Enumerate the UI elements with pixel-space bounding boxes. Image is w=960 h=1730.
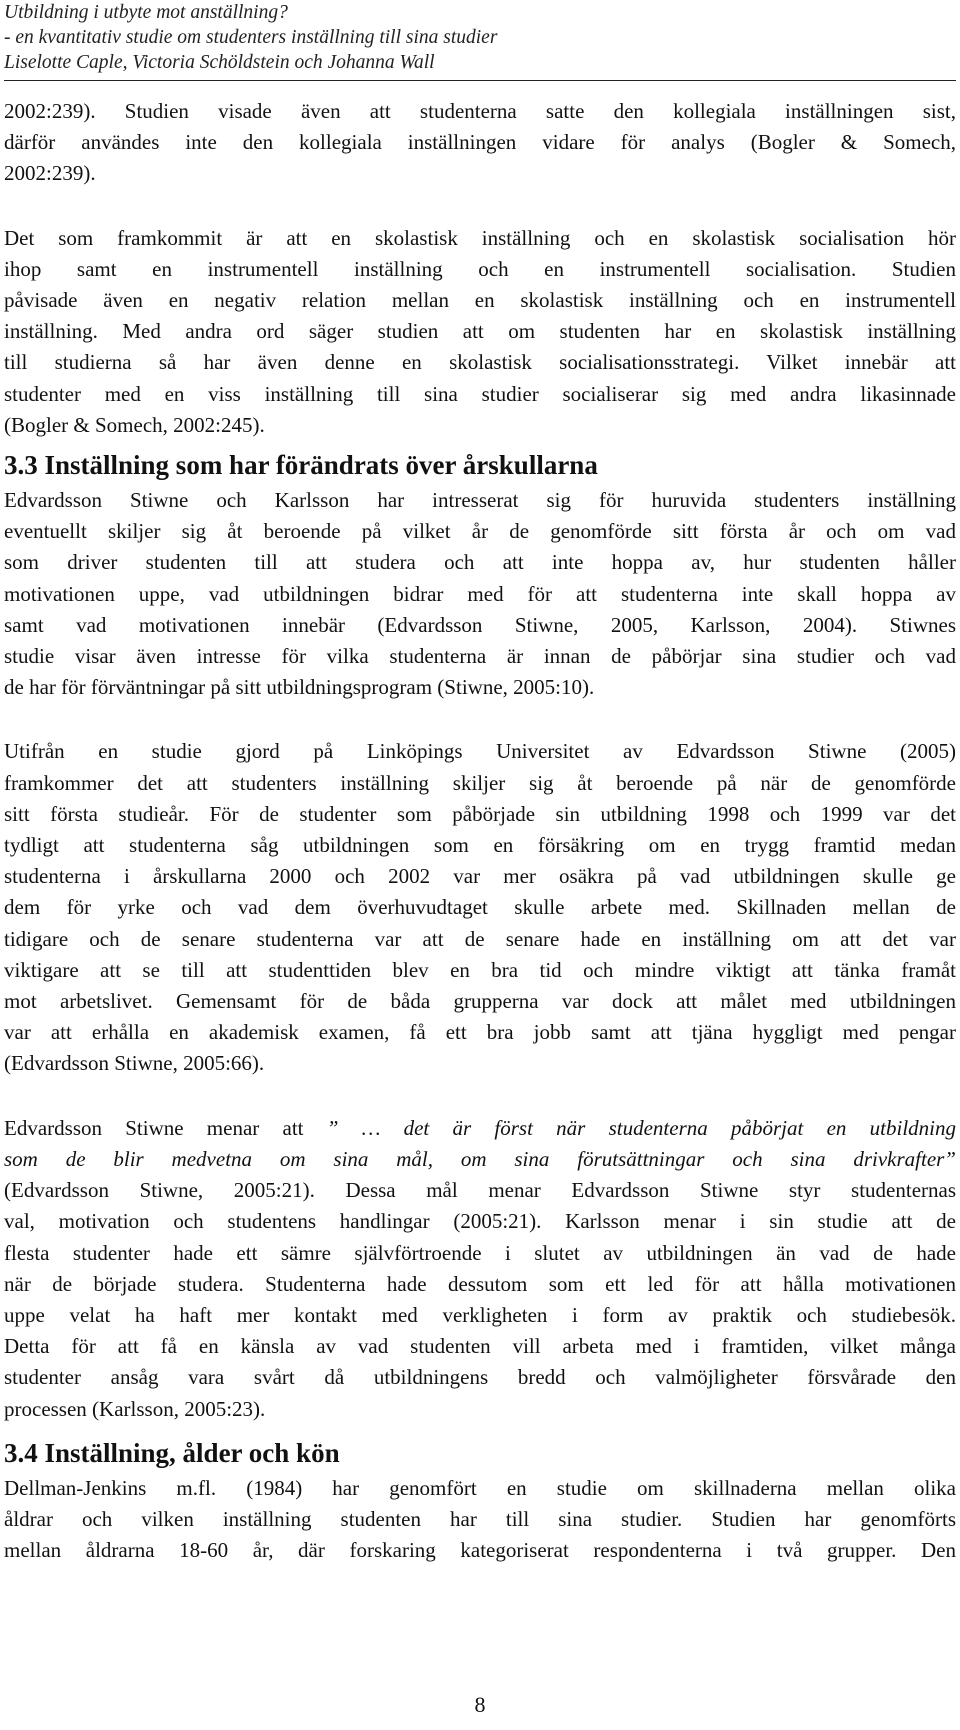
text-line: dem för yrke och vad dem överhuvudtaget skulle arbete med. Skillnaden mellan de xyxy=(4,895,956,920)
text-line: uppe velat ha haft mer kontakt med verkligheten i form av praktik och studiebesök. xyxy=(4,1302,956,1327)
paragraph-2 xyxy=(4,223,956,441)
paragraph-spacer xyxy=(4,190,956,223)
text-line: som driver studenten till att studera och att inte hoppa av, hur studenten håller xyxy=(4,550,956,575)
text-line: 2002:239). xyxy=(4,161,96,186)
text-line: samt vad motivationen innebär (Edvardsson Stiwne, 2005, Karlsson, 2004). Stiwnes xyxy=(4,612,956,637)
text-line: (Edvardsson Stiwne, 2005:21). Dessa mål menar Edvardsson Stiwne styr studenternas xyxy=(4,1178,956,1203)
text-line: de har för förväntningar på sitt utbildningsprogram (Stiwne, 2005:10). xyxy=(4,675,595,700)
text-line: processen (Karlsson, 2005:23). xyxy=(4,1396,266,1421)
text-line: var att erhålla en akademisk examen, få ett bra jobb samt att tjäna hyggligt med pengar xyxy=(4,1020,956,1045)
text-line: studenter med en viss inställning till sina studier socialiserar sig med andra likasinnade xyxy=(4,381,956,406)
body-text xyxy=(4,96,956,1566)
text-line: därför användes inte den kollegiala inställningen vidare för analys (Bogler & Somech, xyxy=(4,130,956,155)
paragraph-1 xyxy=(4,96,956,190)
text-line: mot arbetslivet. Gemensamt för de båda grupperna var dock att målet med utbildningen xyxy=(4,989,956,1014)
text-line: framkommer det att studenters inställning skiljer sig åt beroende på när de genomförde xyxy=(4,770,956,795)
paragraph-3 xyxy=(4,485,956,703)
text-line: till studierna så har även denne en skolastisk socialisationsstrategi. Vilket innebär att xyxy=(4,350,956,375)
header-subtitle: - en kvantitativ studie om studenters inställning till sina studier xyxy=(4,27,498,48)
text-line: när de började studera. Studenterna hade dessutom som ett led för att hålla motivationen xyxy=(4,1271,956,1296)
text-line: Dellman-Jenkins m.fl. (1984) har genomfört en studie om skillnaderna mellan olika xyxy=(4,1475,956,1500)
paragraph-spacer xyxy=(4,1425,956,1429)
text-line: val, motivation och studentens handlingar (2005:21). Karlsson menar i sin studie att de xyxy=(4,1209,956,1234)
text-line: studie visar även intresse för vilka studenterna är innan de påbörjar sina studier och vad xyxy=(4,644,956,669)
section-heading-3-3: 3.3 Inställning som har förändrats över årskullarna xyxy=(4,450,598,481)
section-heading-3-4: 3.4 Inställning, ålder och kön xyxy=(4,1437,340,1468)
text-run: Edvardsson Stiwne menar att xyxy=(4,1115,327,1140)
text-line: sitt första studieår. För de studenter som påbörjade sin utbildning 1998 och 1999 var det xyxy=(4,801,956,826)
text-line: tidigare och de senare studenterna var att de senare hade en inställning om att det var xyxy=(4,926,956,951)
text-line: inställning. Med andra ord säger studien att om studenten har en skolastisk inställning xyxy=(4,319,956,344)
quote-text: ” … det är först när studenterna påbörjat en utbildning xyxy=(326,1115,956,1140)
running-header xyxy=(4,0,704,75)
text-line-with-quote xyxy=(4,1113,956,1144)
text-line: (Bogler & Somech, 2002:245). xyxy=(4,412,265,437)
text-line: 2002:239). Studien visade även att studenterna satte den kollegiala inställningen sist, xyxy=(4,99,956,123)
paragraph-spacer xyxy=(4,703,956,736)
text-line: Utifrån en studie gjord på Linköpings Universitet av Edvardsson Stiwne (2005) xyxy=(4,739,956,764)
text-line: viktigare att se till att studenttiden blev en bra tid och mindre viktigt att tänka framåt xyxy=(4,957,956,982)
text-line: Detta för att få en känsla av vad studenten vill arbeta med i framtiden, vilket många xyxy=(4,1334,956,1359)
text-line: motivationen uppe, vad utbildningen bidrar med för att studenterna inte skall hoppa av xyxy=(4,581,956,606)
header-title: Utbildning i utbyte mot anställning? xyxy=(4,2,288,23)
text-line: åldrar och vilken inställning studenten har till sina studier. Studien har genomförts xyxy=(4,1506,956,1531)
text-line: tydligt att studenterna såg utbildningen som en försäkring om en trygg framtid medan xyxy=(4,833,956,858)
text-line: studenter ansåg vara svårt då utbildningens bredd och valmöjligheter försvårade den xyxy=(4,1365,956,1390)
text-line: Edvardsson Stiwne och Karlsson har intresserat sig för huruvida studenters inställning xyxy=(4,488,956,513)
text-line: ihop samt en instrumentell inställning och en instrumentell socialisation. Studien xyxy=(4,256,956,281)
text-line: mellan åldrarna 18-60 år, där forskaring kategoriserat respondenterna i två grupper. Den xyxy=(4,1538,956,1563)
text-line: studenterna i årskullarna 2000 och 2002 var mer osäkra på vad utbildningen skulle ge xyxy=(4,864,956,889)
header-authors: Liselotte Caple, Victoria Schöldstein och Johanna Wall xyxy=(4,52,435,73)
header-rule xyxy=(4,80,956,81)
text-line: eventuellt skiljer sig åt beroende på vilket år de genomförde sitt första år och om vad xyxy=(4,519,956,544)
paragraph-4 xyxy=(4,736,956,1079)
text-line: påvisade även en negativ relation mellan en skolastisk inställning och en instrumentell xyxy=(4,288,956,313)
page-number: 8 xyxy=(474,1692,486,1717)
text-line: flesta studenter hade ett sämre självförtroende i slutet av utbildningen än vad de hade xyxy=(4,1240,956,1265)
paragraph-6 xyxy=(4,1473,956,1567)
paragraph-spacer xyxy=(4,1080,956,1113)
paragraph-5 xyxy=(4,1113,956,1425)
text-line: (Edvardsson Stiwne, 2005:66). xyxy=(4,1051,265,1076)
text-line: Det som framkommit är att en skolastisk inställning och en skolastisk socialisation hör xyxy=(4,225,956,250)
quote-text: som de blir medvetna om sina mål, om sina förutsättningar och sina drivkrafter” xyxy=(4,1146,956,1171)
